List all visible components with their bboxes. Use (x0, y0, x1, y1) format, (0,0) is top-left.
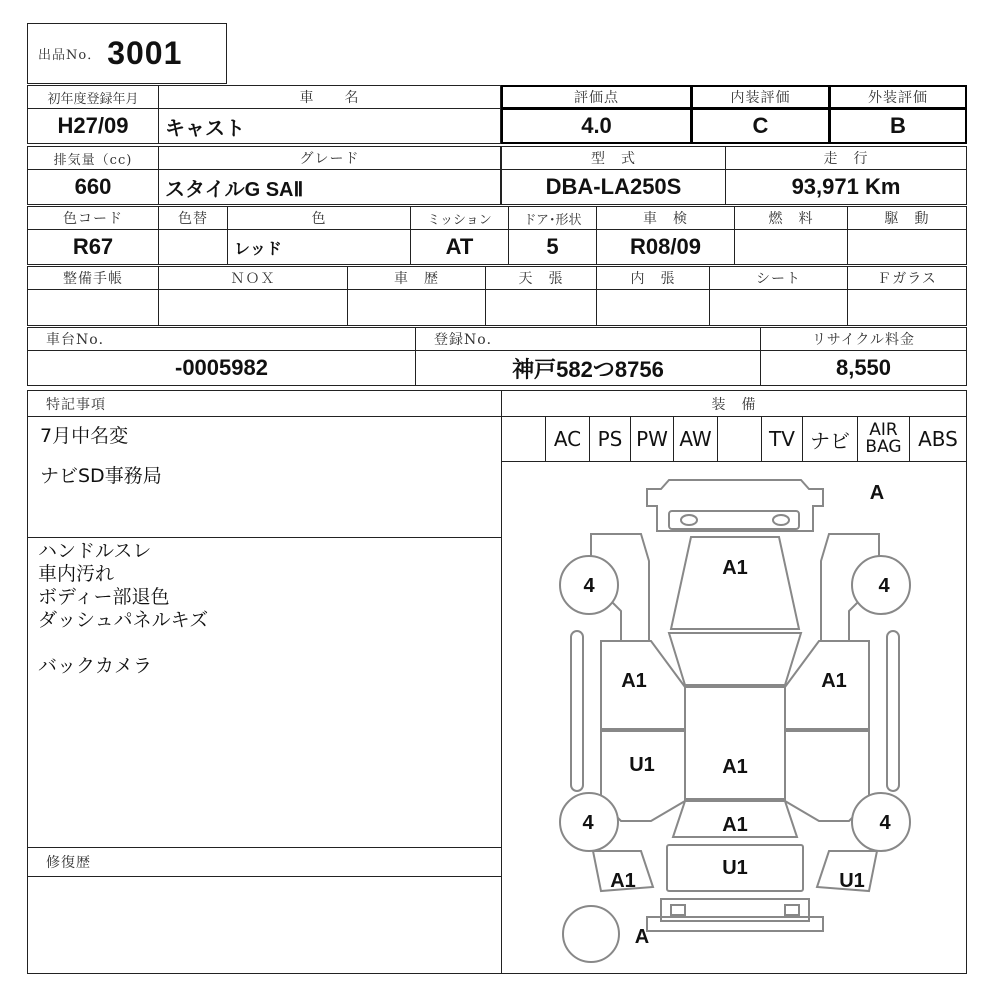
equipment-airbag (857, 416, 910, 462)
recycle-value: 8,550 (760, 350, 967, 386)
door-label: ドア･形状 (508, 206, 597, 230)
first-reg-label: 初年度登録年月 (27, 85, 159, 109)
mileage-value: 93,971 Km (725, 169, 967, 205)
dmg-rear-door-left: U1 (629, 754, 655, 776)
equipment-airbag-text: AIR BAG (865, 420, 902, 457)
exterior-grade-value: B (829, 108, 967, 144)
fuel-label: 燃 料 (734, 206, 848, 230)
car-diagram-panel (501, 461, 967, 974)
repaint-value (158, 229, 228, 265)
chassis-value: -0005982 (27, 350, 416, 386)
color-label: 色 (227, 206, 411, 230)
dmg-tire-rl: 4 (582, 812, 594, 834)
dmg-tire-rr: 4 (879, 812, 891, 834)
equipment-blank-2 (717, 416, 762, 462)
roof-shape (685, 687, 785, 799)
history-label: 車 歴 (347, 266, 486, 290)
car-name-value: キャスト (158, 108, 501, 144)
equipment-pw: PW (630, 416, 674, 462)
color-value: レッド (227, 229, 411, 265)
first-reg-value: H27/09 (27, 108, 159, 144)
exterior-grade-label: 外装評価 (829, 85, 967, 109)
dmg-rear-glass: A1 (722, 814, 748, 836)
dmg-trunk: U1 (722, 857, 748, 879)
seat-value (709, 289, 848, 326)
lot-number: 3001 (107, 35, 183, 71)
maintenance-label: 整備手帳 (27, 266, 159, 290)
drive-value (847, 229, 967, 265)
dmg-tire-fl: 4 (583, 575, 595, 597)
equipment-label: 装 備 (501, 390, 967, 417)
lot-label: 出品No． (38, 48, 102, 63)
front-grille-shape (669, 511, 799, 529)
fuel-value (734, 229, 848, 265)
mission-label: ミッション (410, 206, 509, 230)
equipment-tv: TV (761, 416, 803, 462)
special-note-2: ナビSD事務局 (40, 465, 162, 487)
model-value: DBA-LA250S (501, 169, 726, 205)
equipment-aw: AW (673, 416, 718, 462)
color-code-label: 色コード (27, 206, 159, 230)
dmg-front-door-left: A1 (621, 670, 647, 692)
recycle-label: リサイクル料金 (760, 327, 967, 351)
model-label: 型 式 (501, 146, 726, 170)
color-code-value: R67 (27, 229, 159, 265)
equipment-ps: PS (589, 416, 631, 462)
dmg-rear-fender-left: A1 (610, 870, 636, 892)
equipment-blank-1 (501, 416, 546, 462)
interior-trim-label: 内 張 (596, 266, 710, 290)
glass-value (847, 289, 967, 326)
displacement-value: 660 (27, 169, 159, 205)
maintenance-value (27, 289, 159, 326)
dmg-rear-fender-right: U1 (839, 870, 865, 892)
repair-history-value (27, 876, 502, 974)
nox-value (158, 289, 348, 326)
dmg-hood: A1 (722, 557, 748, 579)
special-note-1: 7月中名変 (40, 425, 129, 447)
grade-value: スタイルG SAⅡ (158, 169, 501, 205)
remarks-text: ハンドルスレ 車内汚れ ボディー部退色 ダッシュパネルキズ バックカメラ (38, 540, 209, 677)
dmg-rear-bumper: A (634, 926, 650, 948)
special-notes-box (27, 416, 502, 538)
car-diagram (502, 462, 966, 973)
spare-tire (563, 906, 619, 962)
car-name-label: 車 名 (158, 85, 501, 109)
sunroof-label: 天 張 (485, 266, 597, 290)
dmg-roof: A1 (722, 756, 748, 778)
seat-label: シート (709, 266, 848, 290)
interior-trim-value (596, 289, 710, 326)
special-notes-label: 特記事項 (27, 390, 502, 417)
interior-grade-label: 内装評価 (691, 85, 830, 109)
front-bumper-shape (647, 480, 823, 531)
interior-grade-value: C (691, 108, 830, 144)
glass-label: Ｆガラス (847, 266, 967, 290)
dmg-front-bumper: A (869, 482, 885, 504)
reg-no-label: 登録No． (415, 327, 761, 351)
mileage-label: 走 行 (725, 146, 967, 170)
hood-shape (671, 537, 799, 629)
equipment-navi: ナビ (802, 416, 858, 462)
grade-label: グレード (158, 146, 501, 170)
lot-box (27, 23, 227, 84)
nox-label: ＮＯＸ (158, 266, 348, 290)
windshield-shape (669, 633, 801, 685)
sunroof-value (485, 289, 597, 326)
score-label: 評価点 (501, 85, 692, 109)
reg-no-value: 神戸582つ8756 (415, 350, 761, 386)
inspection-label: 車 検 (596, 206, 735, 230)
history-value (347, 289, 486, 326)
dmg-front-door-right: A1 (821, 670, 847, 692)
chassis-label: 車台No． (27, 327, 416, 351)
drive-label: 駆 動 (847, 206, 967, 230)
dmg-tire-fr: 4 (878, 575, 890, 597)
inspection-value: R08/09 (596, 229, 735, 265)
displacement-label: 排気量（cc) (27, 146, 159, 170)
score-value: 4.0 (501, 108, 692, 144)
remarks-box (27, 537, 502, 848)
repair-history-label: 修復歴 (27, 847, 502, 877)
door-value: 5 (508, 229, 597, 265)
repaint-label: 色替 (158, 206, 228, 230)
mission-value: AT (410, 229, 509, 265)
equipment-ac: AC (545, 416, 590, 462)
equipment-abs: ABS (909, 416, 967, 462)
